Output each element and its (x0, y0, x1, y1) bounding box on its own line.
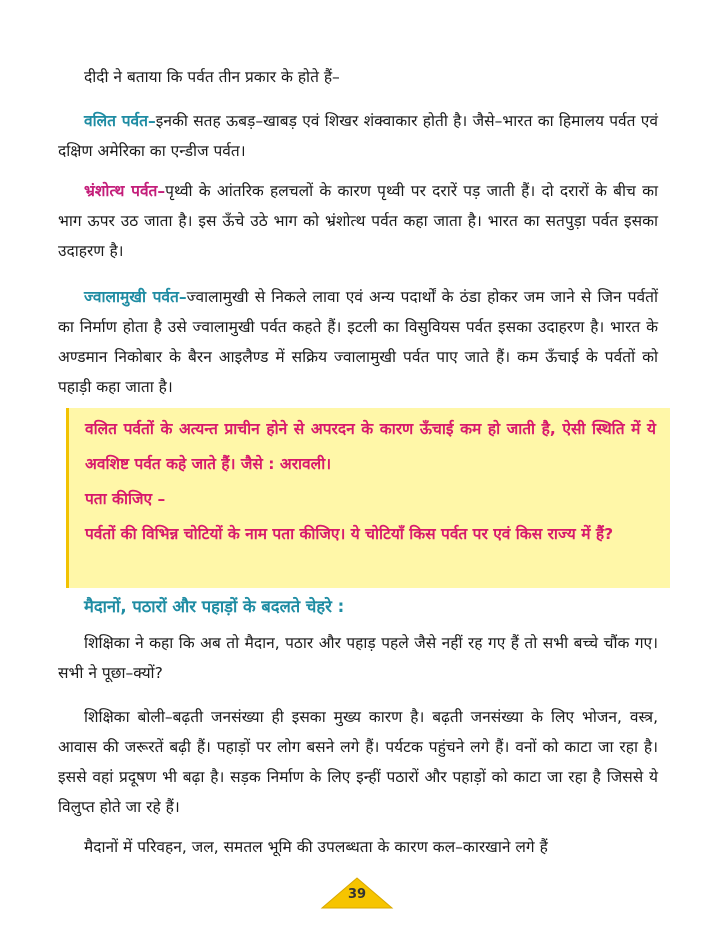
page-number: 39 (347, 887, 367, 902)
info-box-find-out-heading: पता कीजिए – (85, 490, 166, 508)
info-box-residual-mountains: वलित पर्वतों के अत्यन्त प्राचीन होने से अपरदन के कारण ऊँचाई कम हो जाती है, ऐसी स्थिति में ये अवशिष्ट पर्वत कहे जाते हैं। जैसे : अरावली। (85, 420, 656, 473)
volcanic-mountain-text: ज्वालामुखी से निकले लावा एवं अन्य पदार्थों के ठंडा होकर जम जाने से जिन पर्वतों का निर्माण होता है उसे ज्वालामुखी पर्वत कहते हैं। इटली का विसुवियस पर्वत इसका उदाहरण है। भारत के अण्डमान निकोबार के बैरन आइलैण्ड में सक्रिय ज्वालामुखी पर्वत पाए जाते हैं। कम ऊँचाई के पर्वतों को पहाड़ी कहा जाता है। (58, 288, 659, 396)
folded-mountain-paragraph (58, 106, 658, 166)
plains-text: मैदानों में परिवहन, जल, समतल भूमि की उपलब्धता के कारण कल–कारखाने लगे हैं (84, 838, 548, 856)
info-box (66, 408, 670, 588)
volcanic-mountain-term: ज्वालामुखी पर्वत– (84, 288, 187, 306)
teacher-text: शिक्षिका ने कहा कि अब तो मैदान, पठार और पहाड़ पहले जैसे नहीं रह गए हैं तो सभी बच्चे चौंक गए। सभी ने पूछा–क्यों? (58, 634, 658, 682)
folded-mountain-text: इनकी सतह ऊबड़–खाबड़ एवं शिखर शंक्वाकार होती है। जैसे–भारत का हिमालय पर्वत एवं दक्षिण अमेरिका का एन्डीज पर्वत। (58, 112, 658, 160)
teacher-paragraph (58, 628, 658, 688)
population-paragraph (58, 702, 658, 822)
page-number-badge (320, 877, 394, 909)
folded-mountain-term: वलित पर्वत– (84, 112, 156, 130)
block-mountain-term: भ्रंशोत्थ पर्वत– (84, 182, 166, 200)
block-mountain-paragraph (58, 176, 658, 266)
info-box-question: पर्वतों की विभिन्न चोटियों के नाम पता कीजिए। ये चोटियाँ किस पर्वत पर एवं किस राज्य में हैं? (85, 525, 614, 543)
section-heading: मैदानों, पठारों और पहाड़ों के बदलते चेहरे : (84, 597, 345, 616)
intro-text: दीदी ने बताया कि पर्वत तीन प्रकार के होते हैं– (84, 68, 340, 86)
block-mountain-text: पृथ्वी के आंतरिक हलचलों के कारण पृथ्वी पर दरारें पड़ जाती हैं। दो दरारों के बीच का भाग ऊपर उठ जाता है। इस ऊँचे उठे भाग को भ्रंशोत्थ पर्वत कहा जाता है। भारत का सतपुड़ा पर्वत इसका उदाहरण है। (58, 182, 659, 260)
population-text: शिक्षिका बोली–बढ़ती जनसंख्या ही इसका मुख्य कारण है। बढ़ती जनसंख्या के लिए भोजन, वस्त्र, आवास की जरूरतें बढ़ी हैं। पहाड़ों पर लोग बसने लगे हैं। पर्यटक पहुंचने लगे हैं। वनों को काटा जा रहा है। इससे वहां प्रदूषण भी बढ़ा है। सड़क निर्माण के लिए इन्हीं पठारों और पहाड़ों को काटा जा रहा है जिससे ये विलुप्त होते जा रहे हैं। (58, 708, 658, 816)
volcanic-mountain-paragraph (58, 282, 658, 402)
plains-paragraph (58, 832, 658, 862)
